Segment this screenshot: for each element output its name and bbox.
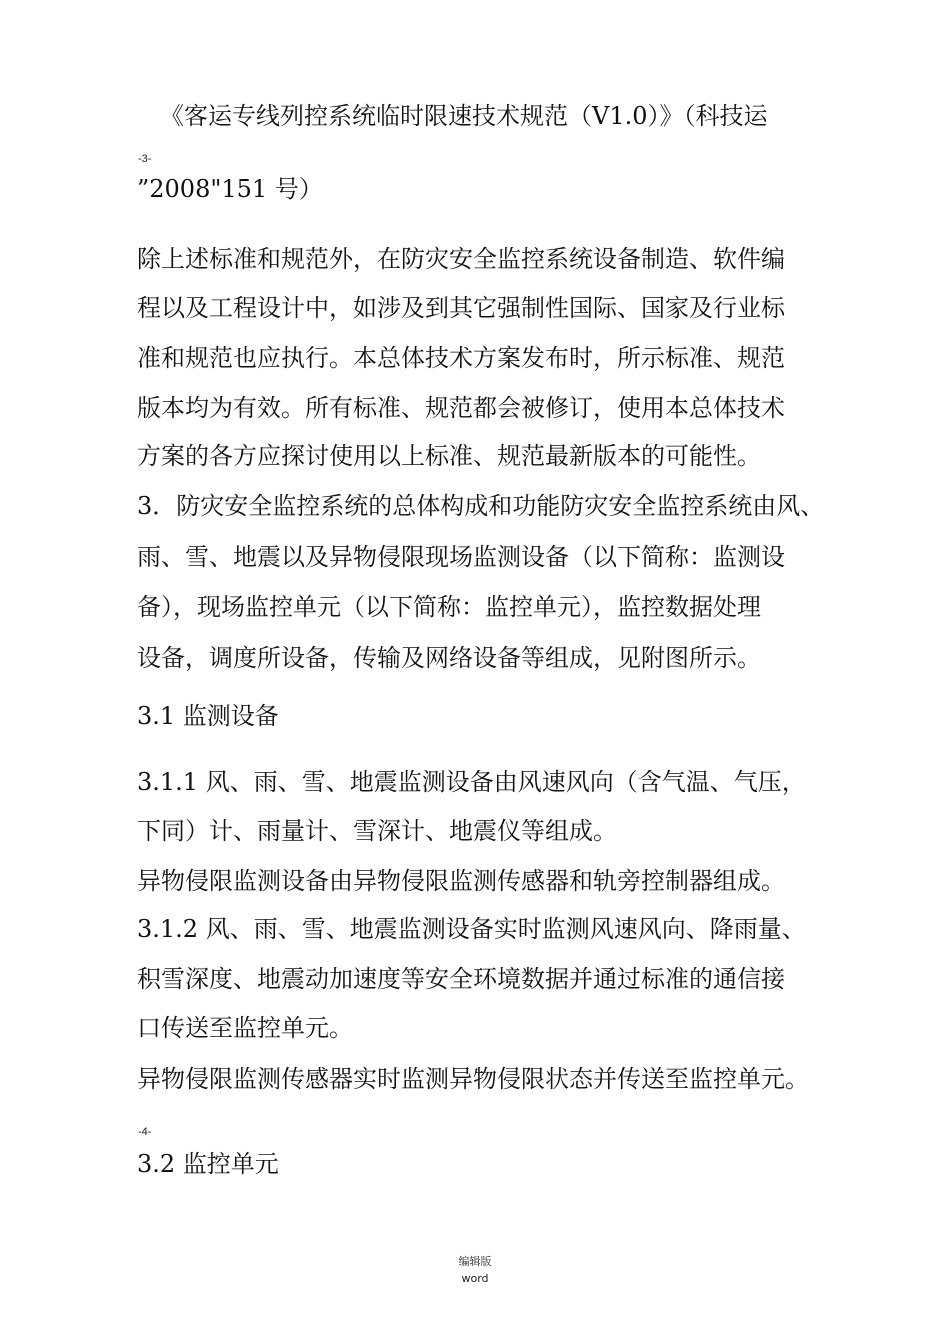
paragraph-line: 口传送至监控单元。 (137, 1014, 353, 1042)
paragraph-line: 准和规范也应执行。本总体技术方案发布时，所示标准、规范 (137, 344, 785, 372)
title-line: 《客运专线列控系统临时限速技术规范（V1.0）》（科技运 (160, 102, 768, 130)
paragraph-line: 积雪深度、地震动加速度等安全环境数据并通过标准的通信接 (137, 965, 785, 993)
paragraph-line: 3.1.1 风、雨、雪、地震监测设备由风速风向（含气温、气压， (137, 768, 806, 796)
footer-sublabel: word (461, 1272, 489, 1285)
footer-label: 编辑版 (458, 1255, 492, 1268)
paragraph-line: 3.1.2 风、雨、雪、地震监测设备实时监测风速风向、降雨量、 (137, 915, 806, 943)
paragraph-line: 方案的各方应探讨使用以上标准、规范最新版本的可能性。 (137, 442, 761, 470)
section-3-line: 雨、雪、地震以及异物侵限现场监测设备（以下简称：监测设 (137, 543, 785, 571)
paragraph-line: 版本均为有效。所有标准、规范都会被修订，使用本总体技术 (137, 394, 785, 422)
section-heading: 3.1 监测设备 (137, 702, 279, 730)
paragraph-line: 程以及工程设计中，如涉及到其它强制性国际、国家及行业标 (137, 294, 785, 322)
page-number-marker: -3- (138, 153, 152, 165)
paragraph-line: 下同）计、雨量计、雪深计、地震仪等组成。 (137, 817, 617, 845)
paragraph-line: 异物侵限监测传感器实时监测异物侵限状态并传送至监控单元。 (137, 1065, 809, 1093)
section-3-line: 设备，调度所设备，传输及网络设备等组成，见附图所示。 (137, 644, 761, 672)
page-number-marker: -4- (138, 1126, 152, 1138)
paragraph-line: 除上述标准和规范外，在防灾安全监控系统设备制造、软件编 (137, 245, 785, 273)
section-3-line: 3．防灾安全监控系统的总体构成和功能防灾安全监控系统由风、 (137, 492, 825, 520)
section-3-line: 备），现场监控单元（以下简称：监控单元），监控数据处理 (137, 593, 761, 621)
section-heading: 3.2 监控单元 (137, 1150, 279, 1178)
paragraph-line: 异物侵限监测设备由异物侵限监测传感器和轨旁控制器组成。 (137, 867, 785, 895)
title-continuation: ”2008"151 号） (137, 175, 323, 203)
